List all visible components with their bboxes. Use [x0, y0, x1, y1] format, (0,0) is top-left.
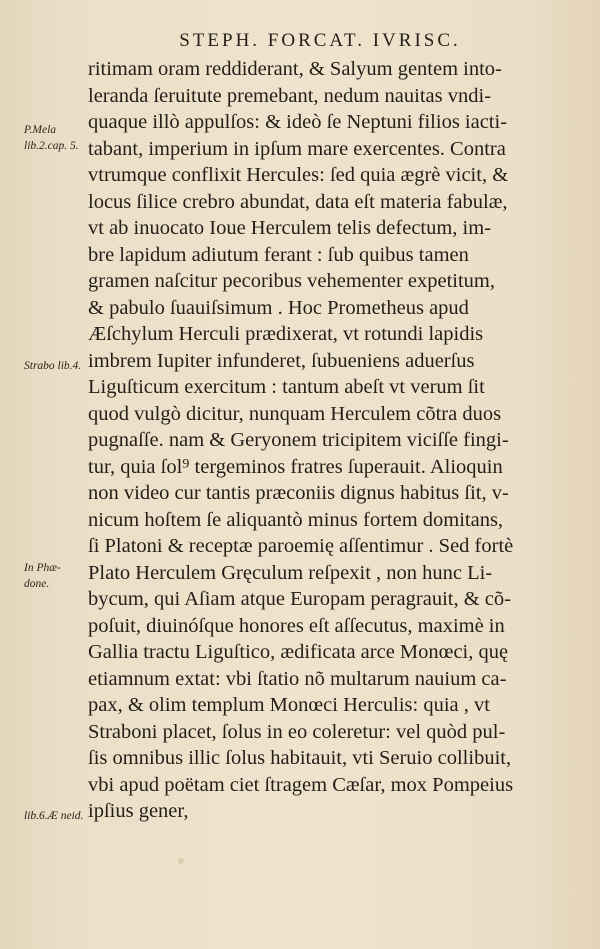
paper-smudge [178, 858, 184, 864]
margin-note-strabo: Strabo lib.4. [24, 360, 82, 372]
text-line: non video cur tantis præconiis dignus habitus ſit, v- [88, 482, 509, 504]
margin-note-aeneid: lib.6.Æ neid. [24, 810, 84, 822]
text-line: Æſchylum Herculi prædixerat, vt rotundi lapidis [88, 323, 484, 345]
text-line: Straboni placet, ſolus in eo coleretur: vel quòd pul- [88, 720, 506, 743]
text-line: & pabulo ſuauiſsimum . Hoc Prometheus apud [88, 296, 469, 319]
text-line: etiamnum extat: vbi ſtatio nõ multarum nauium ca- [88, 667, 507, 690]
body-text [88, 56, 570, 825]
text-line: nicum hoſtem ſe aliquantò minus fortem domitans, [88, 508, 504, 531]
text-line: pax, & olim templum Monœci Herculis: quia , vt [88, 694, 490, 716]
margin-note-phaedone: In Phæ- done. [24, 562, 61, 590]
text-line: locus ſilice crebro abundat, data eſt materia fabulæ, [88, 190, 508, 213]
running-head: STEPH. FORCAT. IVRISC. [179, 30, 461, 51]
text-line: quaque illò appulſos: & ideò ſe Neptuni filios iacti- [88, 111, 508, 133]
text-line: tabant, imperium in ipſum mare exercentes. Contra [88, 137, 506, 160]
text-line: ritimam oram reddiderant, & Salyum gentem into- [88, 58, 502, 80]
text-line: vtrumque conflixit Hercules: ſed quia ægrè vicit, & [88, 164, 509, 186]
text-line: Liguſticum exercitum : tantum abeſt vt verum ſit [88, 376, 485, 398]
text-line: pugnaſſe. nam & Geryonem tricipitem viciſſe fingi- [88, 429, 509, 451]
text-line: Gallia tractu Liguſtico, ædificata arce Monœci, quę [88, 641, 509, 663]
text-line: ſis omnibus illic ſolus habitauit, vti Seruio collibuit, [88, 747, 512, 769]
text-line: leranda ſeruitute premebant, nedum nauitas vndi- [88, 84, 492, 107]
text-line: ipſius gener, [88, 800, 189, 822]
text-line: bycum, qui Aſiam atque Europam peragrauit, & cõ- [88, 588, 511, 610]
text-line: ſi Platoni & receptæ paroemię aſſentimur . Sed fortè [88, 535, 514, 557]
text-line: vbi apud poëtam ciet ſtragem Cæſar, mox Pompeius [88, 773, 514, 796]
text-line: Plato Herculem Gręculum reſpexit , non hunc Li- [88, 561, 493, 584]
text-line: tur, quia ſol⁹ tergeminos fratres ſuperauit. Alioquin [88, 455, 503, 478]
text-line: gramen naſcitur pecoribus vehementer expetitum, [88, 270, 495, 292]
text-line: imbrem Iupiter infunderet, ſubueniens aduerſus [88, 349, 475, 372]
text-line: vt ab inuocato Ioue Herculem telis defectum, im- [88, 217, 492, 239]
text-line: quod vulgò dicitur, nunquam Herculem cõtra duos [88, 402, 502, 425]
text-line: bre lapidum adiutum ferant : ſub quibus tamen [88, 243, 469, 266]
text-line: poſuit, diuinóſque honores eſt aſſecutus, maximè in [88, 614, 505, 637]
margin-note-mela: P.Mela lib.2.cap. 5. [24, 124, 79, 152]
